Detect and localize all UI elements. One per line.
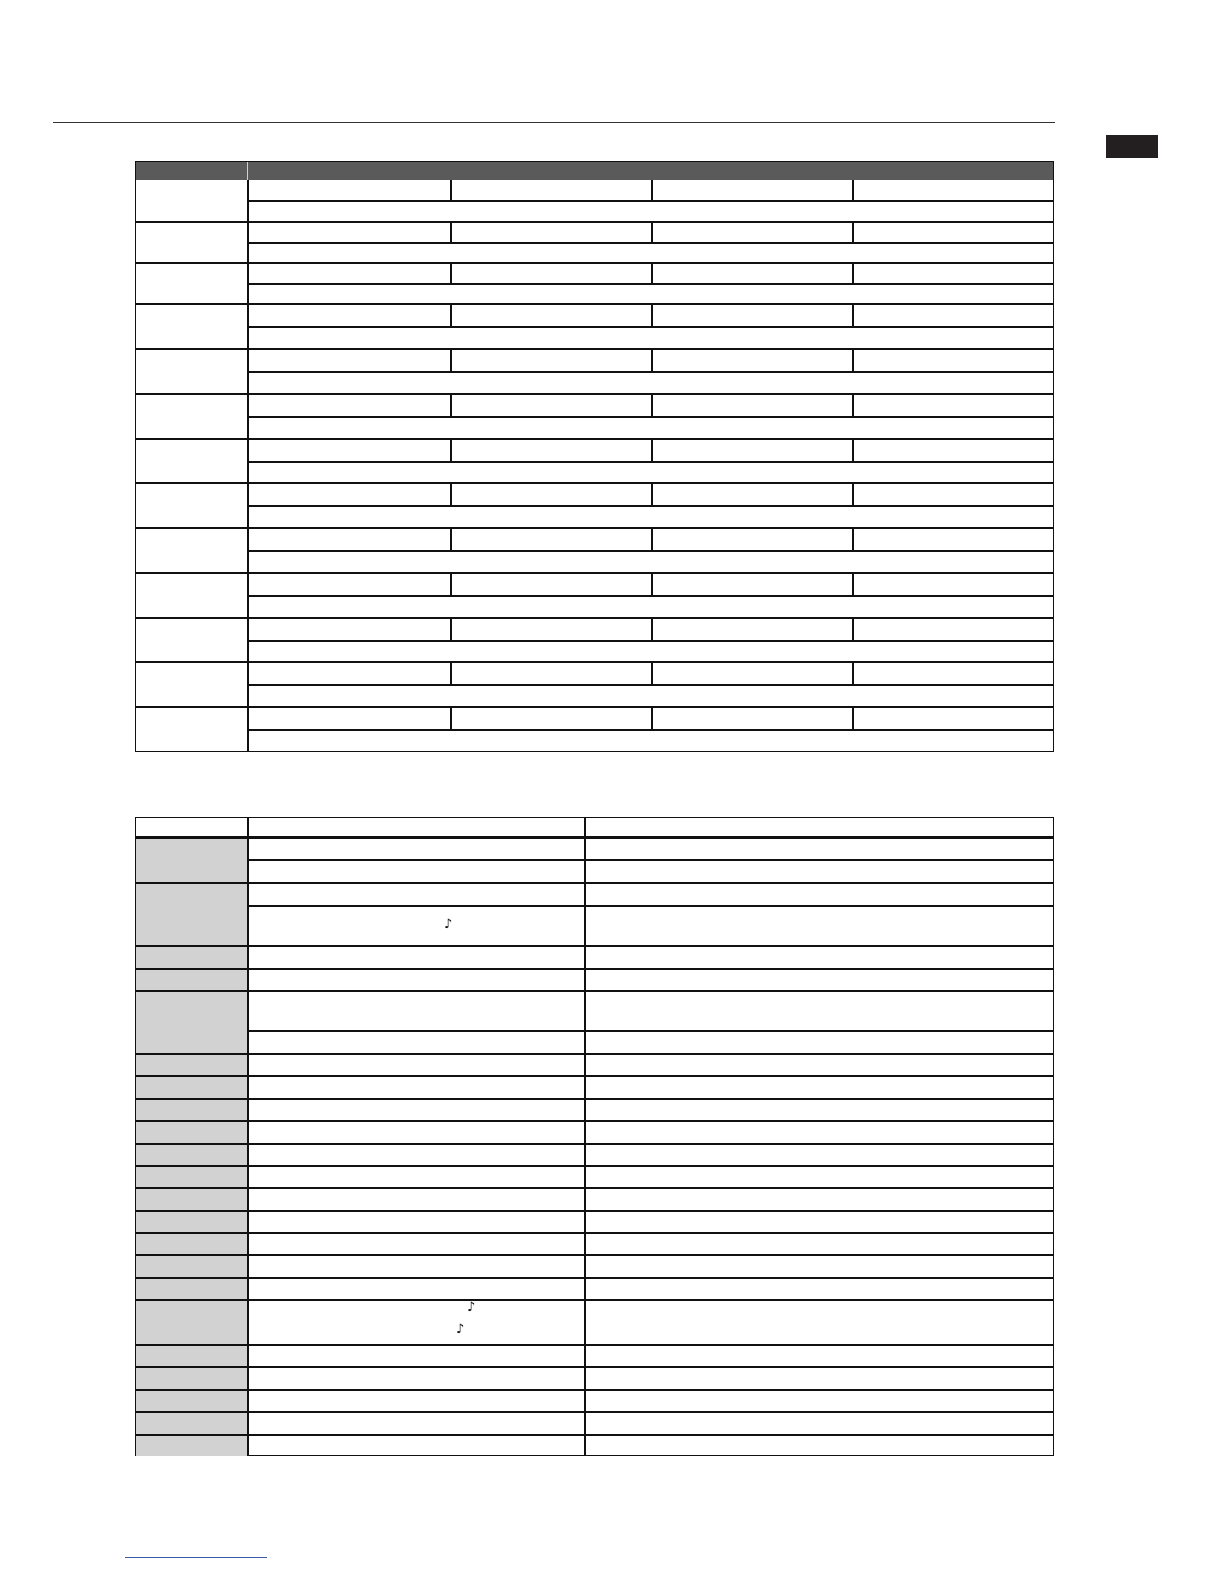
group-separator <box>136 572 1053 574</box>
category-cell <box>136 1434 247 1456</box>
group-separator <box>136 348 1053 350</box>
group-separator <box>136 221 1053 223</box>
label-column-divider <box>247 180 249 751</box>
column-divider <box>651 662 653 684</box>
row-separator <box>248 905 1053 907</box>
category-cell <box>136 1411 247 1434</box>
row-separator <box>136 1120 1053 1122</box>
row-separator <box>136 1254 1053 1256</box>
group-separator <box>136 438 1053 440</box>
subrow-separator <box>248 283 1053 285</box>
column-divider <box>852 394 854 416</box>
column-divider <box>651 573 653 595</box>
column-divider <box>450 304 452 326</box>
column-divider <box>450 573 452 595</box>
row-separator <box>136 1299 1053 1301</box>
group-separator <box>136 527 1053 529</box>
row-separator <box>136 1389 1053 1391</box>
column-divider <box>852 528 854 550</box>
column-divider <box>450 528 452 550</box>
category-cell <box>136 1389 247 1411</box>
column-divider <box>651 439 653 461</box>
group-separator <box>136 706 1053 708</box>
table-header-row <box>136 162 1053 180</box>
category-cell <box>136 945 247 968</box>
subrow-separator <box>248 200 1053 202</box>
column-divider <box>852 618 854 640</box>
row-separator <box>136 1053 1053 1055</box>
row-separator <box>136 1434 1053 1436</box>
column-divider <box>852 483 854 505</box>
row-separator <box>136 1344 1053 1346</box>
column-divider <box>651 304 653 326</box>
column-divider <box>450 439 452 461</box>
column-divider <box>852 707 854 729</box>
column-divider <box>852 662 854 684</box>
row-separator <box>136 990 1053 992</box>
row-separator <box>248 1030 1053 1032</box>
music-note-icon: ♪ <box>467 1300 476 1315</box>
category-cell <box>136 1143 247 1165</box>
value-column-divider <box>584 818 586 1455</box>
category-cell <box>136 990 247 1053</box>
label-column-divider <box>247 818 249 1455</box>
category-cell <box>136 1075 247 1098</box>
section-tab-marker <box>1106 135 1158 158</box>
header-separator <box>136 836 1053 838</box>
row-separator <box>136 1366 1053 1368</box>
group-separator <box>136 393 1053 395</box>
category-cell <box>136 1299 247 1344</box>
subrow-separator <box>248 242 1053 244</box>
column-divider <box>852 263 854 283</box>
column-divider <box>651 263 653 283</box>
group-separator <box>136 617 1053 619</box>
category-cell <box>136 1098 247 1120</box>
column-divider <box>651 528 653 550</box>
header-rule <box>53 122 1055 123</box>
column-divider <box>450 483 452 505</box>
subrow-separator <box>248 729 1053 731</box>
group-separator <box>136 661 1053 663</box>
subrow-separator <box>248 550 1053 552</box>
column-divider <box>450 349 452 371</box>
subrow-separator <box>248 461 1053 463</box>
subrow-separator <box>248 416 1053 418</box>
row-separator <box>136 1187 1053 1189</box>
column-divider <box>852 573 854 595</box>
row-separator <box>136 1143 1053 1145</box>
column-divider <box>651 180 653 200</box>
parameter-table <box>135 817 1054 1456</box>
subrow-separator <box>248 505 1053 507</box>
subrow-separator <box>248 684 1053 686</box>
column-divider <box>852 222 854 242</box>
category-cell <box>136 1165 247 1187</box>
column-divider <box>651 483 653 505</box>
column-divider <box>852 180 854 200</box>
category-cell <box>136 1120 247 1143</box>
category-cell <box>136 837 247 882</box>
row-separator <box>136 945 1053 947</box>
column-divider <box>852 439 854 461</box>
column-divider <box>651 349 653 371</box>
row-separator <box>136 882 1053 884</box>
column-divider <box>651 394 653 416</box>
column-divider <box>450 263 452 283</box>
category-cell <box>136 1344 247 1366</box>
row-separator <box>136 1210 1053 1212</box>
row-separator <box>136 1165 1053 1167</box>
group-separator <box>136 303 1053 305</box>
column-divider <box>450 222 452 242</box>
row-separator <box>248 859 1053 861</box>
category-cell <box>136 1232 247 1254</box>
column-divider <box>852 349 854 371</box>
subrow-separator <box>248 595 1053 597</box>
row-separator <box>136 1411 1053 1413</box>
header-divider <box>247 162 248 180</box>
footer-link-underline <box>125 1557 267 1558</box>
column-divider <box>450 618 452 640</box>
column-divider <box>651 222 653 242</box>
category-cell <box>136 1210 247 1232</box>
column-divider <box>651 707 653 729</box>
music-note-icon: ♪ <box>444 917 453 932</box>
column-divider <box>450 707 452 729</box>
group-separator <box>136 262 1053 264</box>
category-cell <box>136 968 247 990</box>
column-divider <box>651 618 653 640</box>
category-cell <box>136 1254 247 1277</box>
category-cell <box>136 1277 247 1299</box>
column-divider <box>450 180 452 200</box>
category-cell <box>136 882 247 945</box>
category-cell <box>136 1187 247 1210</box>
subrow-separator <box>248 326 1053 328</box>
row-separator <box>136 1232 1053 1234</box>
column-divider <box>450 662 452 684</box>
row-separator <box>136 1277 1053 1279</box>
column-divider <box>852 304 854 326</box>
subrow-separator <box>248 371 1053 373</box>
column-divider <box>450 394 452 416</box>
specifications-table <box>135 161 1054 752</box>
music-note-icon: ♪ <box>456 1322 465 1337</box>
row-separator <box>136 968 1053 970</box>
group-separator <box>136 482 1053 484</box>
row-separator <box>136 1075 1053 1077</box>
subrow-separator <box>248 640 1053 642</box>
row-separator <box>136 1098 1053 1100</box>
category-cell <box>136 1366 247 1389</box>
category-cell <box>136 1053 247 1075</box>
